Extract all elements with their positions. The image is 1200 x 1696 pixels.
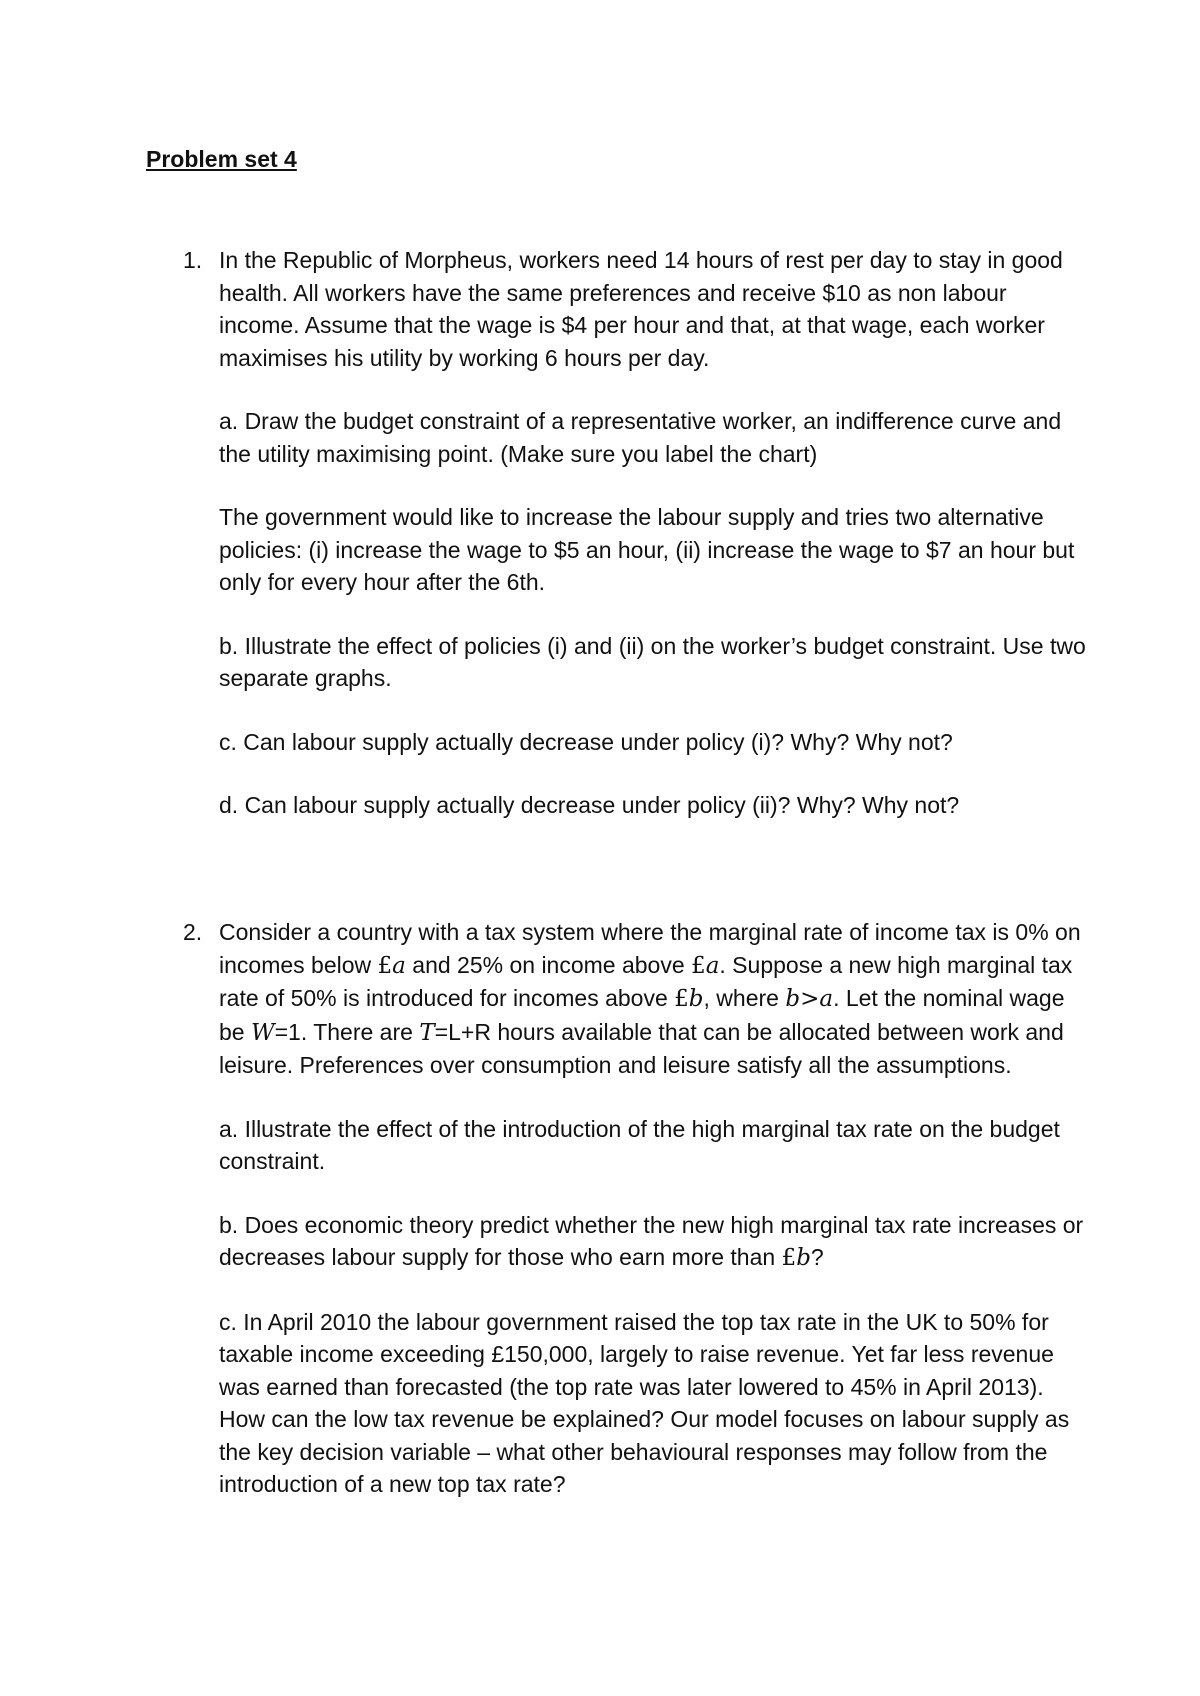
question-2-part-b: b. Does economic theory predict whether the new high marginal tax rate increases or decreases labour supply for those who earn more than £b?: [219, 1211, 1084, 1271]
question-2-part-c: c. In April 2010 the labour government raised the top tax rate in the UK to 50% for taxable income exceeding £150,000, largely to raise revenue. Yet far less revenue was earned than forecasted (the top rate was later lowered to 45% in April 2013). How can the low tax revenue be explained? Our model focuses on labour supply as the key decision variable – what other behavioural responses may follow from the introduction of a new top tax rate?: [219, 1308, 1070, 1497]
question-1-part-b: b. Illustrate the effect of policies (i) and (ii) on the worker’s budget constraint. Use two separate graphs.: [219, 632, 1086, 691]
question-2-intro: Consider a country with a tax system where the marginal rate of income tax is 0% on incomes below £a and 25% on income above £a. Suppose a new high marginal tax rate of 50% is introduced for incomes above £b, where b>a. Let the nominal wage be W=1. There are T=L+R hours available that can be allocated between work and leisure. Preferences over consumption and leisure satisfy all the assumptions.: [219, 919, 1081, 1078]
question-1-part-d: d. Can labour supply actually decrease under policy (ii)? Why? Why not?: [219, 792, 960, 818]
question-1-policy-text: The government would like to increase the labour supply and tries two alternative policies: (i) increase the wage to $5 an hour, (ii) increase the wage to $7 an hour but only for every hour after the 6th.: [219, 504, 1075, 595]
question-2-part-a: a. Illustrate the effect of the introduction of the high marginal tax rate on the budget constraint.: [219, 1115, 1060, 1174]
question-number: 1.: [183, 247, 203, 273]
question-1: [146, 244, 1086, 822]
question-1-intro: In the Republic of Morpheus, workers need 14 hours of rest per day to stay in good health. All workers have the same preferences and receive $10 as non labour income. Assume that the wage is $4 per hour and that, at that wage, each worker maximises his utility by working 6 hours per day.: [219, 247, 1063, 371]
question-1-part-c: c. Can labour supply actually decrease under policy (i)? Why? Why not?: [219, 728, 953, 755]
question-1-part-a: a. Draw the budget constraint of a representative worker, an indifference curve and the utility maximising point. (Make sure you label the chart): [219, 408, 1062, 467]
page-title: Problem set 4: [146, 146, 297, 172]
question-2: [146, 916, 1086, 1501]
question-number: 2.: [183, 919, 203, 945]
